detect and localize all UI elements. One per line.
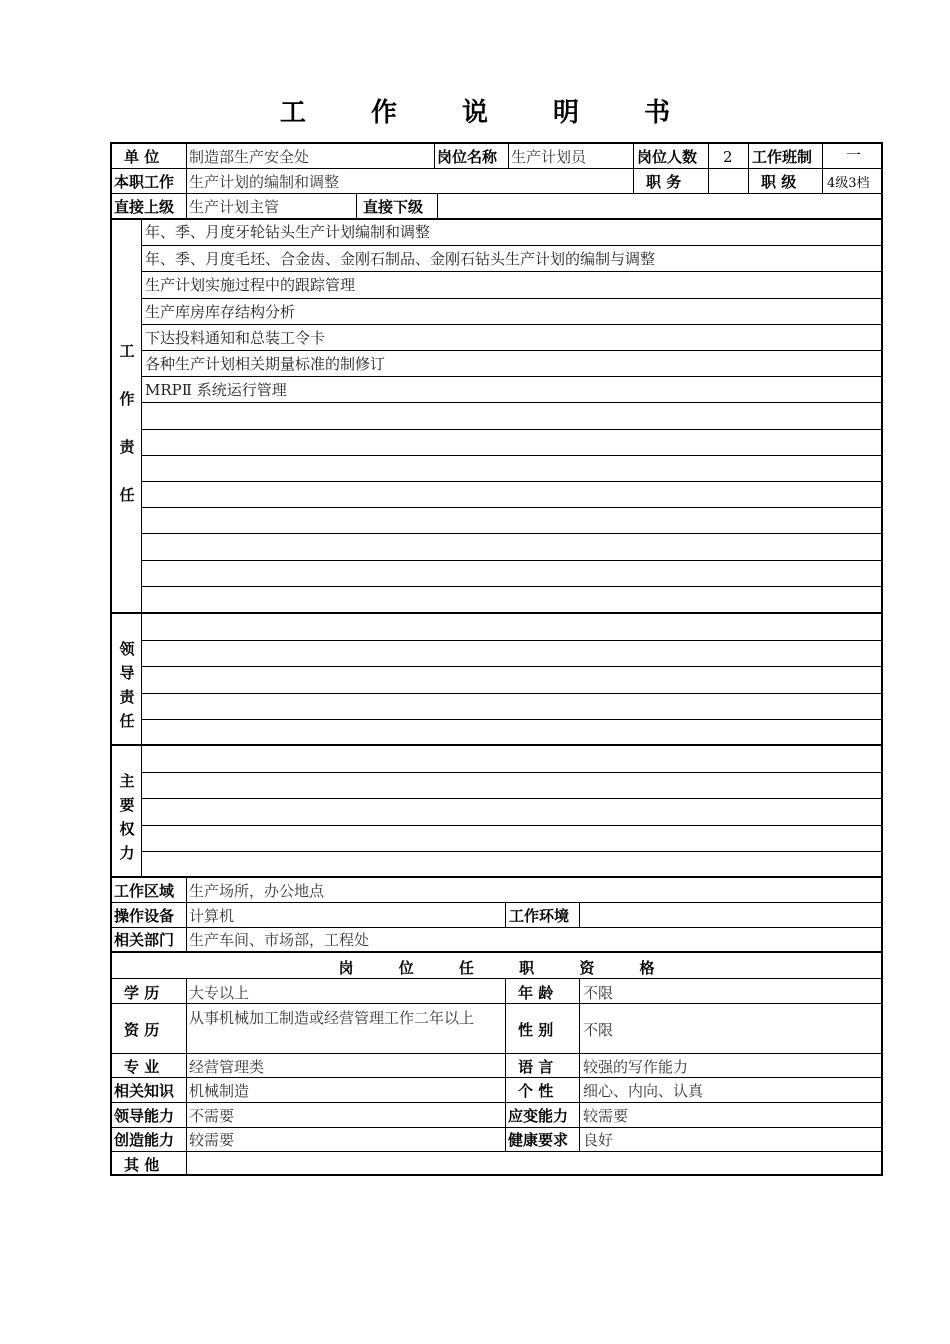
list-item: [142, 219, 881, 245]
leadership-ability-value: 不需要: [189, 1107, 235, 1125]
duty-label: 职 务: [646, 173, 682, 191]
list-item: [142, 614, 881, 640]
list-item: [142, 245, 881, 272]
list-item: [142, 481, 881, 508]
unit-label: 单 位: [124, 148, 160, 166]
list-item-text: 下达投料通知和总装工令卡: [145, 328, 326, 347]
list-item-text: 年、季、月度毛坯、合金齿、金刚石制品、金刚石钻头生产计划的编制与调整: [145, 250, 656, 269]
grade-value: 4级3档: [827, 176, 870, 191]
list-item-text: 年、季、月度牙轮钻头生产计划编制和调整: [145, 223, 431, 241]
list-item: [142, 798, 881, 825]
list-item: [142, 402, 881, 429]
work-area-value: 生产场所，办公地点: [189, 882, 325, 900]
language-label: 语 言: [518, 1058, 554, 1076]
list-item-text: MRPⅡ 系统运行管理: [145, 381, 287, 400]
headcount-value: 2: [723, 148, 733, 166]
list-item: [142, 560, 881, 587]
experience-label: 资 历: [124, 1021, 160, 1039]
equipment-value: 计算机: [189, 907, 235, 925]
adaptability-value: 较需要: [583, 1107, 629, 1125]
age-label: 年 龄: [518, 984, 554, 1002]
list-item: [142, 324, 881, 351]
list-item-text: 生产计划实施过程中的跟踪管理: [145, 276, 356, 295]
page-title: 工 作 说 明 书: [279, 98, 699, 128]
grade-label: 职 级: [761, 173, 797, 191]
list-item: [142, 298, 881, 325]
health-label: 健康要求: [508, 1131, 569, 1149]
leadership-section-label: 领 导 责 任: [119, 640, 135, 730]
shift-value: 一: [846, 146, 862, 164]
other-label: 其 他: [124, 1156, 160, 1174]
health-value: 良好: [583, 1131, 614, 1149]
related-departments-label: 相关部门: [114, 931, 175, 949]
list-item: [142, 825, 881, 852]
post-name-label: 岗位名称: [437, 148, 498, 166]
creativity-label: 创造能力: [114, 1131, 175, 1149]
headcount-label: 岗位人数: [637, 148, 698, 166]
list-item: [142, 533, 881, 560]
list-item: [142, 666, 881, 693]
list-item: [142, 719, 881, 746]
list-item: [142, 271, 881, 298]
list-item: [142, 772, 881, 799]
post-name-value: 生产计划员: [511, 148, 587, 166]
gender-label: 性 别: [518, 1021, 554, 1039]
work-environment-label: 工作环境: [509, 907, 570, 925]
knowledge-label: 相关知识: [114, 1082, 175, 1100]
knowledge-value: 机械制造: [189, 1082, 250, 1100]
job-description-form: [110, 142, 883, 1176]
list-item: [142, 586, 881, 613]
responsibilities-section-label: 工 作 责 任: [119, 342, 135, 504]
list-item: [142, 851, 881, 878]
superior-value: 生产计划主管: [189, 198, 280, 216]
qualifications-heading: 岗 位 任 职 资 格: [338, 959, 675, 977]
list-item: [142, 507, 881, 534]
job-value: 生产计划的编制和调整: [189, 173, 340, 191]
list-item: [142, 350, 881, 377]
list-item-text: 各种生产计划相关期量标准的制修订: [145, 355, 386, 373]
language-value: 较强的写作能力: [583, 1058, 689, 1076]
equipment-label: 操作设备: [114, 907, 175, 925]
list-item: [142, 376, 881, 403]
list-item-text: 生产库房库存结构分析: [145, 302, 296, 321]
experience-value: 从事机械加工制造或经营管理工作二年以上: [189, 1009, 475, 1027]
leadership-ability-label: 领导能力: [114, 1107, 175, 1125]
personality-value: 细心、内向、认真: [583, 1082, 704, 1100]
personality-label: 个 性: [518, 1082, 554, 1100]
list-item: [142, 455, 881, 482]
list-item: [142, 640, 881, 667]
major-label: 专 业: [124, 1058, 160, 1076]
adaptability-label: 应变能力: [508, 1107, 569, 1125]
job-label: 本职工作: [114, 173, 175, 191]
education-value: 大专以上: [189, 984, 250, 1002]
unit-value: 制造部生产安全处: [189, 148, 310, 166]
list-item: [142, 746, 881, 772]
list-item: [142, 693, 881, 720]
creativity-value: 较需要: [189, 1131, 235, 1149]
authority-section-label: 主 要 权 力: [119, 772, 135, 862]
gender-value: 不限: [583, 1021, 614, 1039]
related-departments-value: 生产车间、市场部，工程处: [189, 931, 370, 949]
superior-label: 直接上级: [114, 198, 175, 216]
list-item: [142, 429, 881, 456]
major-value: 经营管理类: [189, 1058, 265, 1076]
age-value: 不限: [583, 984, 614, 1002]
work-area-label: 工作区域: [114, 882, 175, 900]
subordinate-label: 直接下级: [363, 198, 424, 216]
education-label: 学 历: [124, 984, 160, 1002]
shift-label: 工作班制: [752, 148, 813, 166]
